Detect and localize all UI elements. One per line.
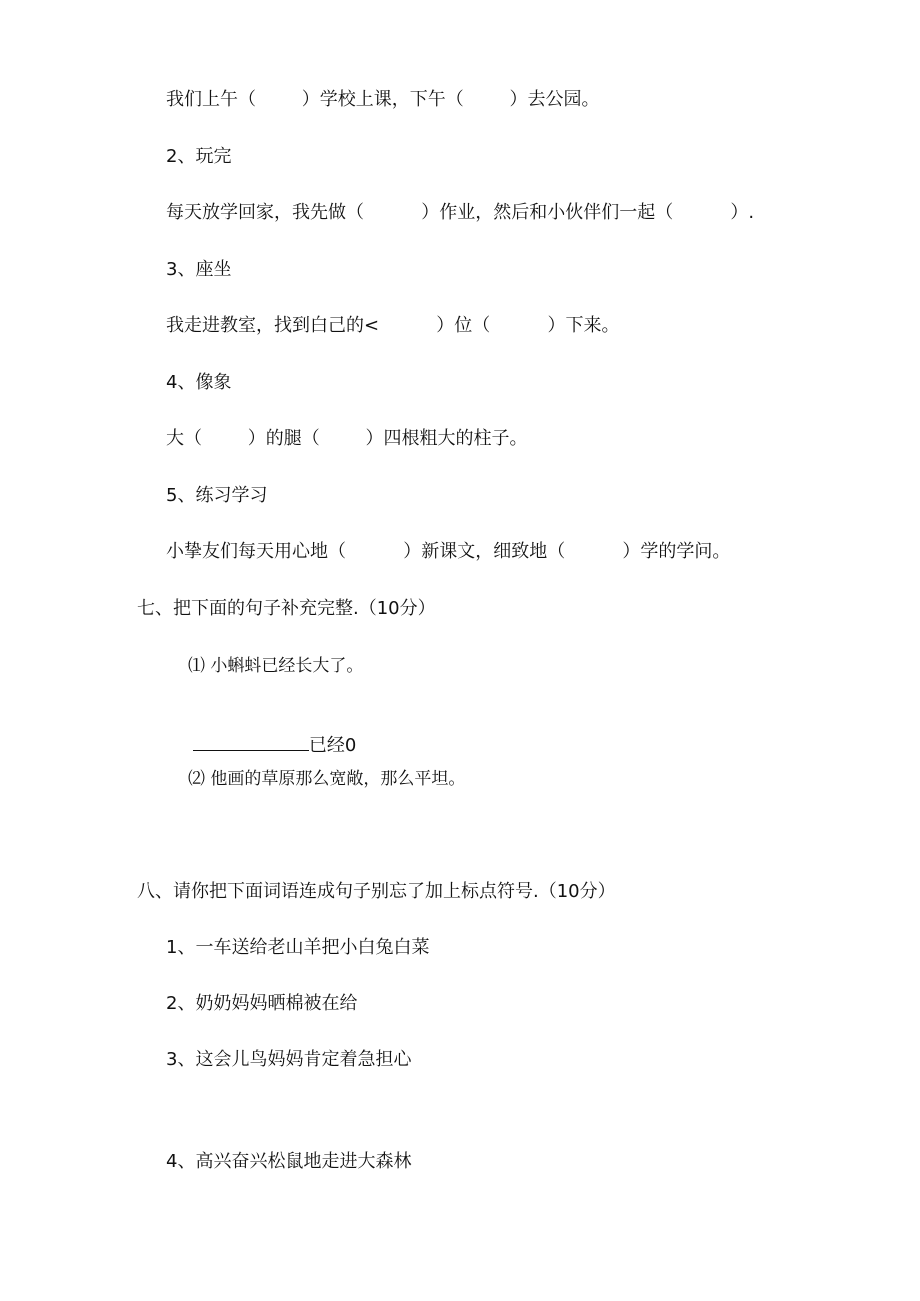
section8-item-1: 1、一车送给老山羊把小白兔白菜: [166, 937, 430, 958]
section7-question-2: ⑵ 他画的草原那么宽敞，那么平坦。: [188, 769, 466, 789]
section6-item4-sentence: 大（ ）的腿（ ）四根粗大的柱子。: [166, 428, 528, 449]
section7-question-1: ⑴ 小蝌蚪已经长大了。: [188, 656, 364, 676]
section8-heading: 八、请你把下面词语连成句子别忘了加上标点符号.（10分）: [137, 881, 616, 902]
section6-item3-sentence: 我走进教室，找到白己的< ）位（ ）下来。: [166, 315, 620, 336]
section8-item-2: 2、奶奶妈妈晒棉被在给: [166, 993, 358, 1014]
section6-item2-label: 2、玩完: [166, 146, 232, 167]
section6-item3-label: 3、座坐: [166, 259, 232, 280]
section6-item2-sentence: 每天放学回家，我先做（ ）作业，然后和小伙伴们一起（ ）.: [166, 202, 755, 223]
answer-suffix: 已经0: [308, 735, 357, 756]
section6-item4-label: 4、像象: [166, 372, 232, 393]
answer-blank: [193, 734, 309, 751]
section8-item-4: 4、高兴奋兴松鼠地走进大森林: [166, 1151, 412, 1172]
section6-item5-label: 5、练习学习: [166, 485, 268, 506]
section6-item5-sentence: 小挚友们每天用心地（ ）新课文，细致地（ ）学的学问。: [166, 541, 731, 562]
section8-item-3: 3、这会儿鸟妈妈肯定着急担心: [166, 1049, 412, 1070]
section7-heading: 七、把下面的句子补充完整.（10分）: [137, 598, 436, 619]
section6-item1-sentence: 我们上午（ ）学校上课，下午（ ）去公园。: [166, 89, 600, 110]
